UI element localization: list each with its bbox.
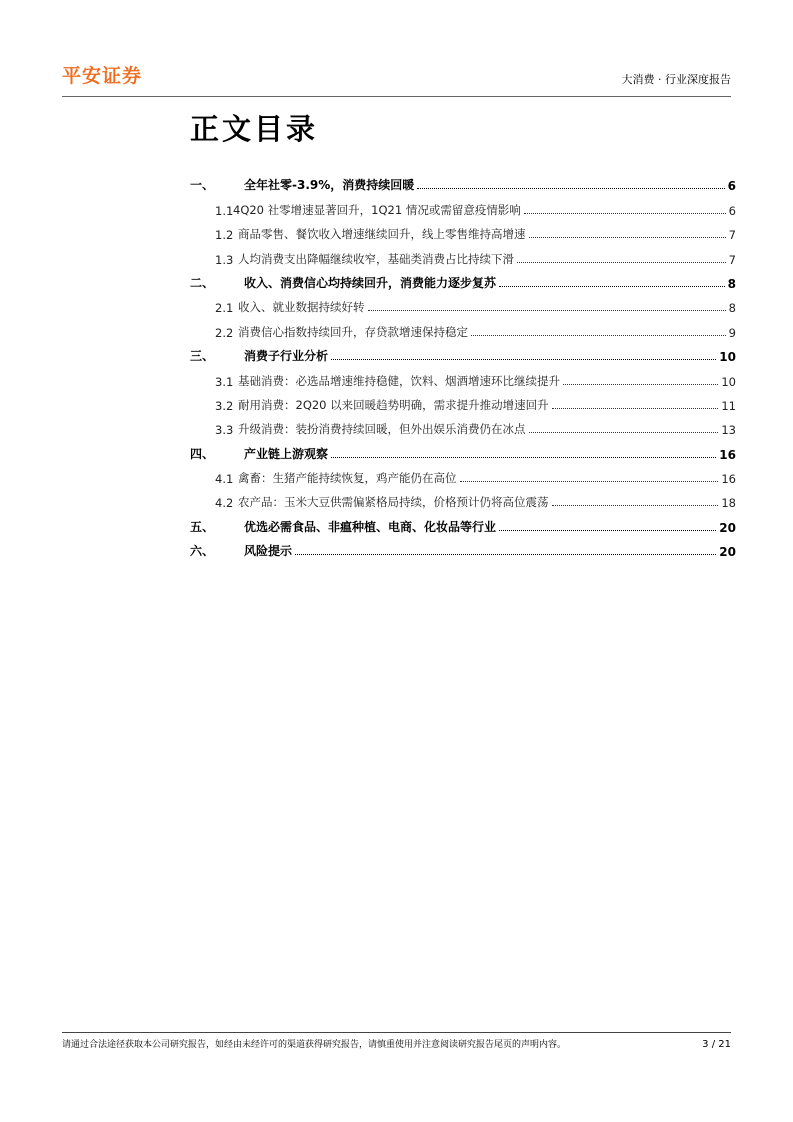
toc-entry-page: 10 bbox=[719, 350, 736, 365]
toc-entry-page: 13 bbox=[721, 423, 736, 438]
brand-logo: 平安证券 bbox=[62, 65, 143, 87]
toc-entry[interactable] bbox=[190, 510, 736, 534]
dot-leader bbox=[517, 262, 726, 263]
toc-entry-title: 全年社零-3.9%，消费持续回暖 bbox=[244, 178, 415, 193]
dot-leader bbox=[368, 310, 726, 311]
toc-entry[interactable] bbox=[190, 267, 736, 291]
toc-entry[interactable] bbox=[190, 486, 736, 510]
dot-leader bbox=[552, 408, 719, 409]
toc-entry-number: 2.1 bbox=[215, 301, 234, 316]
toc-entry[interactable] bbox=[190, 535, 736, 559]
toc-entry-number: 3.2 bbox=[215, 398, 234, 413]
toc-entry-number: 二、 bbox=[190, 275, 215, 290]
toc-entry-page: 10 bbox=[721, 374, 736, 389]
dot-leader bbox=[295, 554, 716, 555]
dot-leader bbox=[563, 384, 718, 385]
toc-entry-title: 产业链上游观察 bbox=[244, 446, 329, 461]
header-divider bbox=[62, 96, 731, 97]
toc-entry-number: 六、 bbox=[190, 544, 215, 559]
dot-leader bbox=[529, 432, 719, 433]
dot-leader bbox=[471, 335, 726, 336]
footer-divider bbox=[62, 1032, 731, 1033]
report-category: 大消费 · 行业深度报告 bbox=[621, 73, 731, 86]
toc-entry-number: 一、 bbox=[190, 178, 215, 193]
toc-entry-number: 三、 bbox=[190, 349, 215, 364]
page-number: 3 / 21 bbox=[702, 1039, 731, 1050]
toc-entry-number: 4.1 bbox=[215, 472, 234, 487]
toc-entry[interactable] bbox=[190, 218, 736, 242]
dot-leader bbox=[529, 237, 726, 238]
toc-entry-number: 1.1 bbox=[215, 203, 234, 218]
toc-entry[interactable] bbox=[190, 169, 736, 193]
toc-entry[interactable] bbox=[190, 193, 736, 217]
toc-entry-title: 风险提示 bbox=[244, 544, 293, 559]
toc-entry-page: 11 bbox=[721, 398, 736, 413]
toc-entry-number: 1.3 bbox=[215, 252, 234, 267]
dot-leader bbox=[499, 530, 716, 531]
toc-entry-title: 收入、消费信心均持续回升，消费能力逐步复苏 bbox=[244, 275, 497, 290]
dot-leader bbox=[524, 213, 726, 214]
toc-entry-title: 禽畜：生猪产能持续恢复，鸡产能仍在高位 bbox=[238, 471, 457, 486]
toc-entry-title: 基础消费：必选品增速维持稳健，饮料、烟酒增速环比继续提升 bbox=[238, 373, 560, 388]
toc-entry-number: 3.1 bbox=[215, 374, 234, 389]
toc-entry[interactable] bbox=[190, 315, 736, 339]
toc-entry-title: 商品零售、餐饮收入增速继续回升，线上零售维持高增速 bbox=[238, 227, 526, 242]
toc-entry-page: 18 bbox=[721, 496, 736, 511]
toc-entry-title: 耐用消费：2Q20 以来回暖趋势明确，需求提升推动增速回升 bbox=[238, 397, 549, 412]
toc-entry[interactable] bbox=[190, 413, 736, 437]
toc-entry-number: 1.2 bbox=[215, 228, 234, 243]
dot-leader bbox=[417, 188, 724, 189]
toc-entry[interactable] bbox=[190, 437, 736, 461]
toc-entry-page: 16 bbox=[719, 447, 736, 462]
toc-entry-page: 6 bbox=[728, 203, 736, 218]
toc-entry-title: 4Q20 社零增速显著回升，1Q21 情况或需留意疫情影响 bbox=[233, 202, 521, 217]
dot-leader bbox=[552, 505, 719, 506]
footer-disclaimer: 请通过合法途径获取本公司研究报告，如经由未经许可的渠道获得研究报告，请慎重使用并注意阅读研究报告尾页的声明内容。 bbox=[62, 1040, 567, 1050]
toc-entry[interactable] bbox=[190, 291, 736, 315]
toc-entry-title: 农产品：玉米大豆供需偏紧格局持续，价格预计仍将高位震荡 bbox=[238, 495, 549, 510]
toc-entry-page: 7 bbox=[728, 228, 736, 243]
toc-title: 正文目录 bbox=[190, 112, 319, 146]
toc-entry-number: 五、 bbox=[190, 519, 215, 534]
toc-entry-page: 16 bbox=[721, 472, 736, 487]
toc-entry[interactable] bbox=[190, 242, 736, 266]
dot-leader bbox=[499, 286, 725, 287]
toc-entry-page: 8 bbox=[728, 301, 736, 316]
toc-entry[interactable] bbox=[190, 340, 736, 364]
toc-entry-number: 四、 bbox=[190, 446, 215, 461]
dot-leader bbox=[331, 457, 716, 458]
toc-entry-page: 8 bbox=[727, 276, 736, 291]
toc-entry-title: 升级消费：装扮消费持续回暖，但外出娱乐消费仍在冰点 bbox=[238, 422, 526, 437]
toc-entry-page: 7 bbox=[728, 252, 736, 267]
toc-entry-page: 6 bbox=[727, 179, 736, 194]
toc-entry-number: 2.2 bbox=[215, 325, 234, 340]
toc-entry-number: 3.3 bbox=[215, 423, 234, 438]
dot-leader bbox=[331, 359, 716, 360]
toc-entry-page: 20 bbox=[719, 545, 736, 560]
toc-entry-page: 9 bbox=[728, 325, 736, 340]
toc-entry-title: 收入、就业数据持续好转 bbox=[238, 300, 365, 315]
toc-entry-title: 优选必需食品、非瘟种植、电商、化妆品等行业 bbox=[244, 519, 497, 534]
toc-entry[interactable] bbox=[190, 389, 736, 413]
toc-entry-title: 消费信心指数持续回升，存贷款增速保持稳定 bbox=[238, 324, 468, 339]
toc-entry-title: 人均消费支出降幅继续收窄，基础类消费占比持续下滑 bbox=[238, 251, 514, 266]
table-of-contents bbox=[190, 169, 736, 559]
toc-entry[interactable] bbox=[190, 364, 736, 388]
toc-entry-number: 4.2 bbox=[215, 496, 234, 511]
toc-entry-page: 20 bbox=[719, 520, 736, 535]
dot-leader bbox=[460, 481, 719, 482]
toc-entry-title: 消费子行业分析 bbox=[244, 349, 329, 364]
toc-entry[interactable] bbox=[190, 462, 736, 486]
